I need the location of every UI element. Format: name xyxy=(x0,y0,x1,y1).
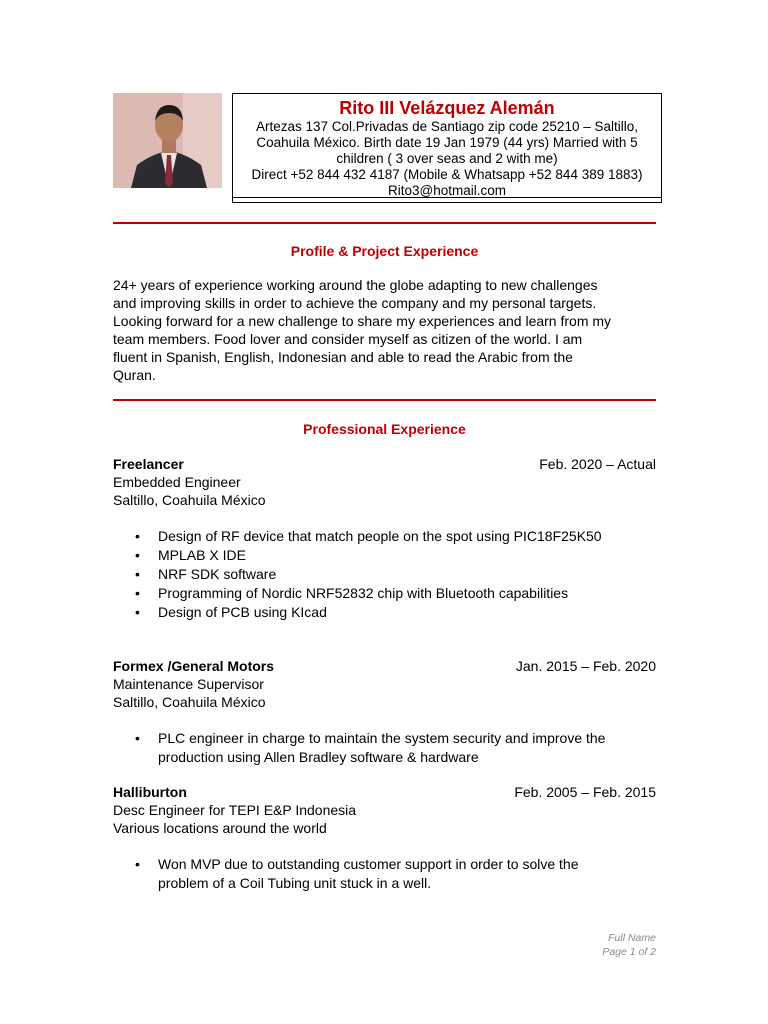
bullet-icon: • xyxy=(135,730,140,746)
job-bullets xyxy=(113,855,658,893)
job-role: Embedded Engineer xyxy=(113,474,241,490)
bullet-icon: • xyxy=(135,585,140,601)
job-dates: Jan. 2015 – Feb. 2020 xyxy=(515,658,656,674)
job-location: Saltillo, Coahuila México xyxy=(113,694,266,710)
job-entry-formex xyxy=(113,657,656,711)
page-footer xyxy=(602,931,656,959)
job-dates: Feb. 2020 – Actual xyxy=(539,456,656,472)
profile-line: Looking forward for a new challenge to share my experiences and learn from my xyxy=(113,313,612,329)
profile-line: team members. Food lover and consider myself as citizen of the world. I am xyxy=(113,331,583,347)
bullet-icon: • xyxy=(135,566,140,582)
address-line: children ( 3 over seas and 2 with me) xyxy=(336,151,558,166)
job-entry-halliburton xyxy=(113,783,656,837)
bullet-icon: • xyxy=(135,604,140,620)
job-company: Freelancer xyxy=(113,456,184,472)
section-divider xyxy=(113,222,656,224)
contact-box xyxy=(232,93,662,203)
full-name: Rito III Velázquez Alemán xyxy=(339,98,555,118)
phone-line: Direct +52 844 432 4187 (Mobile & Whatsapp +52 844 389 1883) xyxy=(251,167,643,182)
profile-photo xyxy=(113,93,222,188)
job-role: Desc Engineer for TEPI E&P Indonesia xyxy=(113,802,357,818)
list-item: • Won MVP due to outstanding customer support in order to solve the problem of a Coil Tubing unit stuck in a well. xyxy=(135,856,579,891)
list-item: • NRF SDK software xyxy=(135,566,277,582)
job-location: Various locations around the world xyxy=(113,820,327,836)
person-photo-icon xyxy=(113,93,222,188)
profile-line: fluent in Spanish, English, Indonesian and able to read the Arabic from the xyxy=(113,349,573,365)
address-line: Coahuila México. Birth date 19 Jan 1979 (44 yrs) Married with 5 xyxy=(256,135,638,150)
section-divider xyxy=(113,399,656,401)
list-item: • PLC engineer in charge to maintain the system security and improve the production using Allen Bradley software & hardware xyxy=(135,730,606,765)
list-item: • Design of PCB using KIcad xyxy=(135,604,327,620)
profile-section-title: Profile & Project Experience xyxy=(290,243,479,259)
list-item: • Design of RF device that match people on the spot using PIC18F25K50 xyxy=(135,528,602,544)
bullet-icon: • xyxy=(135,528,140,544)
double-underline xyxy=(232,197,662,203)
job-entry-freelancer xyxy=(113,455,656,509)
footer-page-number: Page 1 of 2 xyxy=(602,946,656,958)
experience-section-title: Professional Experience xyxy=(303,421,466,437)
profile-line: 24+ years of experience working around the globe adapting to new challenges xyxy=(113,277,598,293)
list-item: • MPLAB X IDE xyxy=(135,547,246,563)
profile-line: and improving skills in order to achieve the company and my personal targets. xyxy=(113,295,597,311)
list-item: • Programming of Nordic NRF52832 chip with Bluetooth capabilities xyxy=(135,585,569,601)
profile-line: Quran. xyxy=(113,367,156,383)
profile-paragraph xyxy=(113,276,658,384)
job-role: Maintenance Supervisor xyxy=(113,676,264,692)
email-line: Rito3@hotmail.com xyxy=(388,183,506,198)
address-line: Artezas 137 Col.Privadas de Santiago zip code 25210 – Saltillo, xyxy=(256,119,638,134)
job-dates: Feb. 2005 – Feb. 2015 xyxy=(514,784,656,800)
job-bullets xyxy=(113,729,658,767)
job-company: Halliburton xyxy=(113,784,187,800)
bullet-icon: • xyxy=(135,856,140,872)
job-company: Formex /General Motors xyxy=(113,658,275,674)
bullet-icon: • xyxy=(135,547,140,563)
job-bullets xyxy=(113,527,658,622)
footer-name: Full Name xyxy=(608,932,656,944)
job-location: Saltillo, Coahuila México xyxy=(113,492,266,508)
